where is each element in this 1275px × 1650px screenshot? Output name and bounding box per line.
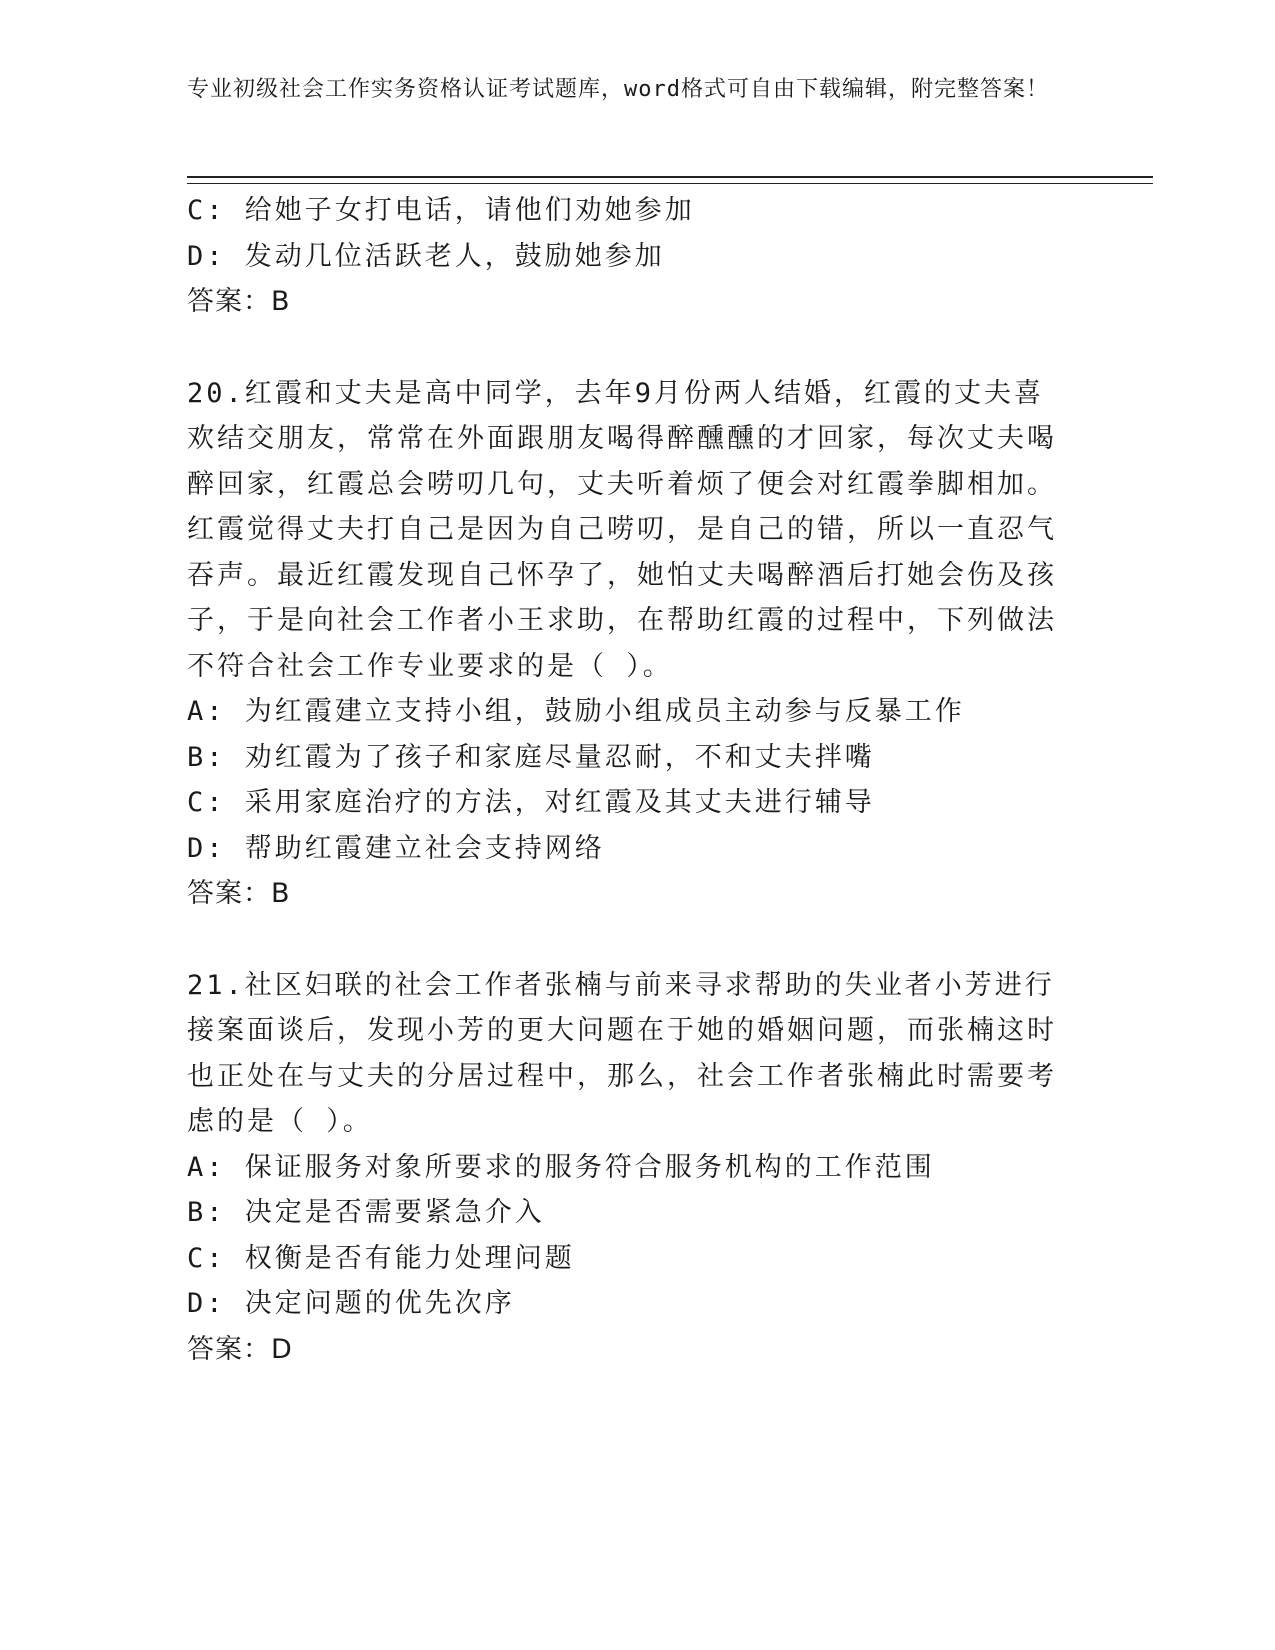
option-c: C: 权衡是否有能力处理问题 (187, 1242, 575, 1274)
answer-line: 答案：B (187, 286, 291, 317)
answer-line: 答案：B (187, 878, 291, 909)
question-20 (187, 371, 1067, 917)
header-divider-thin (187, 183, 1153, 184)
option-d: D: 帮助红霞建立社会支持网络 (187, 832, 605, 864)
option-c: C: 采用家庭治疗的方法，对红霞及其丈夫进行辅导 (187, 787, 875, 818)
option-d: D: 发动几位活跃老人，鼓励她参加 (187, 240, 665, 272)
page-header: 专业初级社会工作实务资格认证考试题库，word格式可自由下载编辑，附完整答案！ (187, 77, 1049, 102)
option-a: A: 为红霞建立支持小组，鼓励小组成员主动参与反暴工作 (187, 696, 965, 727)
question-21 (187, 963, 1067, 1373)
option-b: B: 劝红霞为了孩子和家庭尽量忍耐，不和丈夫拌嘴 (187, 741, 875, 773)
answer-line: 答案：D (187, 1333, 293, 1365)
question-stem: 20.红霞和丈夫是高中同学，去年9月份两人结婚，红霞的丈夫喜欢结交朋友，常常在外面跟朋友喝得醉醺醺的才回家，每次丈夫喝醉回家，红霞总会唠叨几句，丈夫听着烦了便会对红霞拳脚相加。红霞觉得丈夫打自己是因为自己唠叨，是自己的错，所以一直忍气吞声。最近红霞发现自己怀孕了，她怕丈夫喝醉酒后打她会伤及孩子，于是向社会工作者小王求助，在帮助红霞的过程中，下列做法不符合社会工作专业要求的是（ ）。 (187, 377, 1057, 682)
option-b: B: 决定是否需要紧急介入 (187, 1197, 545, 1228)
header-divider-thick (187, 176, 1153, 178)
option-c: C: 给她子女打电话，请他们劝她参加 (187, 195, 695, 226)
question-stem: 21.社区妇联的社会工作者张楠与前来寻求帮助的失业者小芳进行接案面谈后，发现小芳的更大问题在于她的婚姻问题，而张楠这时也正处在与丈夫的分居过程中，那么，社会工作者张楠此时需要考虑的是（ ）。 (187, 969, 1057, 1137)
option-a: A: 保证服务对象所要求的服务符合服务机构的工作范围 (187, 1151, 935, 1183)
option-d: D: 决定问题的优先次序 (187, 1288, 515, 1319)
previous-question (187, 188, 1067, 325)
document-content (187, 188, 1067, 1372)
